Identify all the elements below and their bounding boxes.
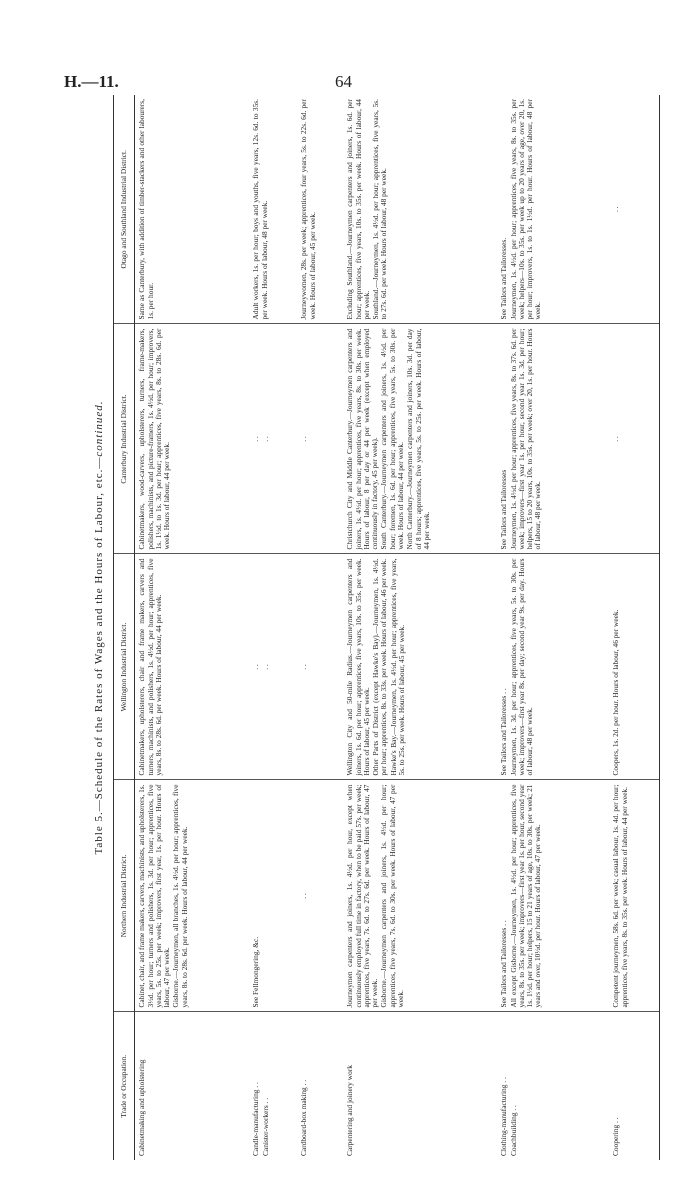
- wellington-cell: [609, 554, 660, 780]
- col-header-trade: Trade or Occupation.: [114, 1012, 135, 1160]
- cell-text: Cardboard-box making . .: [299, 1079, 309, 1156]
- cell-text: See Tailors and Tailoresses.: [499, 237, 509, 320]
- cell-text: . .: [299, 893, 309, 899]
- canterbury-cell: [609, 324, 660, 554]
- cell-text: Carpentering and joinery work: [345, 1065, 355, 1156]
- cell-text: . .: [260, 436, 270, 442]
- cell-text: . .: [611, 436, 621, 442]
- col-header-otago: Otago and Southland Industrial District.: [114, 95, 135, 324]
- table-row: [249, 95, 297, 1160]
- cell-text: . .: [251, 436, 261, 442]
- otago-cell: [497, 95, 609, 324]
- table-title: [93, 95, 105, 1160]
- cell-text: Hawke's Bay.—Journeymen, 1s. 4½d. per hour; apprentices, five years, 5s. to 25s. per week. Hours of labour, 45 per week.: [388, 558, 406, 776]
- otago-cell: [297, 95, 343, 324]
- otago-cell: [609, 95, 660, 324]
- cell-text: Coopers, 1s. 2d. per hour. Hours of labour, 46 per week.: [611, 609, 621, 776]
- wellington-cell: [297, 554, 343, 780]
- cell-text: Candle-manufacturing . .: [251, 1082, 261, 1156]
- cell-text: . .: [299, 664, 309, 670]
- table-header-row: [114, 95, 135, 1160]
- cell-text: Journeymen, 1s. 4½d. per hour; apprentices, five years, 8s. to 35s. per week; helpers—10s. to 35s. per week up to 20 years of age, over 20, 1s. per hour; improvers, 1s. to 1s. 1½d. per hour. Hours of labour, 48 per week.: [508, 99, 543, 320]
- wellington-cell: [497, 554, 609, 780]
- cell-text: Coopering . .: [611, 1117, 621, 1156]
- cell-text: Other Parts of District (except Hawke's Bay).—Journeymen, 1s. 4½d. per hour; apprentices, 8s. to 33s. per week. Hours of labour, 46 per week.: [371, 558, 389, 776]
- cell-text: See Tailors and Tailoresses: [499, 469, 509, 550]
- cell-text: Cabinetmakers, upholsterers, chair and frame makers, carvers and turners, machinists, and polishers, 1s. 4½d. per hour; apprentices, five years, 8s. to 28s. 6d. per week. Hours of labour, 44 per week.: [137, 558, 163, 776]
- cell-text: Wellington City and 50-mile Radius.—Journeymen carpenters and joiners, 1s. 6d. per hour; apprentices, five years, 10s. to 35s. per week. Hours of labour, 45 per week.: [345, 558, 371, 776]
- canterbury-cell: [497, 324, 609, 554]
- col-header-canterbury: Canterbury Industrial District.: [114, 324, 135, 554]
- otago-cell: [249, 95, 297, 324]
- otago-cell: [343, 95, 497, 324]
- cell-text: South Canterbury.—Journeymen carpenters and joiners, 1s. 4½d. per hour; foremen, 1s. 6d. per hour; apprentices, five years, 5s. to 30s. per week. Hours of labour, 44 per week.: [379, 328, 405, 550]
- table-title-continued: continued.: [93, 400, 105, 457]
- canterbury-cell: [343, 324, 497, 554]
- northern-cell: [609, 780, 660, 1012]
- cell-text: North Canterbury.—Journeymen carpenters and joiners, 10s. 3d. per day of 8 hours; apprentices, five years, 5s. to 25s. per week. Hours of labour, 44 per week.: [405, 328, 431, 550]
- table-title-main: Table 5.—Schedule of the Rates of Wages and the Hours of Labour, etc.—: [93, 456, 105, 855]
- cell-text: Adult workers, 1s. per hour; boys and youths, five years, 12s. 6d. to 35s. per week. Hours of labour, 48 per week.: [251, 99, 269, 320]
- cell-text: Journeywomen, 28s. per week; apprentices, four years, 5s. to 22s. 6d. per week. Hours of labour, 45 per week.: [299, 99, 317, 320]
- cell-text: Clothing-manufacturing . .: [499, 1077, 509, 1156]
- canterbury-cell: [249, 324, 297, 554]
- cell-text: Cabinetmaking and upholstering: [137, 1059, 147, 1156]
- table-row: [343, 95, 497, 1160]
- cell-text: See Fellmongering, &c.: [251, 936, 261, 1008]
- cell-text: Journeymen, 1s. 3d. per hour; apprentices, five years, 5s. to 30s. per week; improvers—first year 8s. per day; second year 9s. per day. Hours of labour, 48 per week.: [508, 558, 535, 776]
- cell-text: Coachbuilding . .: [508, 1105, 518, 1156]
- cell-text: . .: [611, 206, 621, 213]
- cell-text: See Tailors and Tailoresses . .: [499, 920, 509, 1008]
- report-reference: H.—11.: [64, 72, 119, 91]
- table-row: [497, 95, 609, 1160]
- northern-cell: [497, 780, 609, 1012]
- cell-text: See Tailors and Tailoresses . .: [499, 688, 509, 776]
- cell-text: Journeymen, 1s. 4½d. per hour; apprentices, five years, 8s. to 37s. 6d. per week; improvers—first year 1s. per hour, second year 1s. 3d. per hour; helpers, 15 to 20 years, 10s. to 35s. per week; over 20, 1s. per hour. Hours of labour, 48 per week.: [508, 328, 543, 550]
- cell-text: . .: [299, 436, 309, 442]
- cell-text: Christchurch City and Middle Canterbury.—Journeymen carpenters and joiners, 1s. 4½d. per hour; apprentices, five years, 8s. to 30s. per week. Hours of labour, 8 per day or 44 per week (except when employed continuously in factory, 45 per week).: [345, 328, 380, 550]
- table-row: [297, 95, 343, 1160]
- trade-cell: [249, 1012, 297, 1160]
- page-number: 64: [335, 72, 352, 91]
- rotated-table-page: [85, 95, 629, 1160]
- cell-text: Gisborne.—Journeymen, all branches, 1s. 4½d. per hour; apprentices, five years, 8s. to 28s. 6d. per week. Hours of labour, 44 per week.: [171, 784, 189, 1008]
- cell-text: Competent journeymen, 58s. 6d. per week; casual labour, 1s. 4d. per hour; apprentices, five years, 8s. to 35s. per week. Hours of labour, 44 per week.: [611, 784, 629, 1008]
- col-header-northern: Northern Industrial District.: [114, 780, 135, 1012]
- cell-text: Southland.—Journeymen, 1s. 4½d. per hour; apprentices, five years, 5s. to 27s. 6d. per week. Hours of labour, 48 per week.: [371, 99, 389, 320]
- otago-cell: [135, 95, 250, 324]
- table-row: [135, 95, 250, 1160]
- cell-text: . .: [260, 664, 270, 670]
- wellington-cell: [249, 554, 297, 780]
- canterbury-cell: [135, 324, 250, 554]
- cell-text: Gisborne.—Journeymen carpenters and joiners, 1s. 4½d. per hour; apprentices, five years, 7s. 6d. to 30s. per week. Hours of labour, 47 per week.: [379, 784, 405, 1008]
- cell-text: Same as Canterbury, with addition of timber-stackers and other labourers, 1s. per hour.: [137, 99, 155, 320]
- wellington-cell: [343, 554, 497, 780]
- cell-text: Canister-workers . .: [260, 1097, 270, 1156]
- cell-text: All except Gisborne.—Journeymen, 1s. 4½d. per hour; apprentices, five years, 8s. to 35s. per week; improvers—first year 1s. per hour, second year 1s. 1½d. per hour; helpers, 15 to 21 years of age, 10s. to 30s. per week; 21 years and over, 10½d. per hour. Hours of labour, 47 per week.: [508, 784, 543, 1008]
- wages-schedule-table: [113, 95, 660, 1160]
- table-row: [609, 95, 660, 1160]
- trade-cell: [497, 1012, 609, 1160]
- trade-cell: [297, 1012, 343, 1160]
- col-header-wellington: Wellington Industrial District.: [114, 554, 135, 780]
- northern-cell: [135, 780, 250, 1012]
- trade-cell: [343, 1012, 497, 1160]
- canterbury-cell: [297, 324, 343, 554]
- wellington-cell: [135, 554, 250, 780]
- cell-text: Journeymen carpenters and joiners, 1s. 4½d. per hour, except when continuously employed full time in factory, when to be paid 57s. per week; apprentices, five years, 7s. 6d. to 27s. 6d. per week. Hours of labour, 47 per week.: [345, 784, 380, 1008]
- cell-text: Cabinet, chair, and frame makers, carvers, machinists, and upholsterers, 1s. 3½d. per hour; turners and polishers, 1s. 3d. per hour; apprentices, five years, 5s. to 25s. per week; improvers, first year, 1s. per hour. Hours of labour, 47 per week.: [137, 784, 172, 1008]
- northern-cell: [249, 780, 297, 1012]
- cell-text: Cabinetmakers, wood-carvers, upholsterers, turners, frame-makers, polishers, machinists, and picture-framers, 1s. 4½d. per hour; improvers, 1s. 1½d. to 1s. 3d. per hour; apprentices, five years, 8s. to 28s. 6d. per week. Hours of labour, 44 per week.: [137, 328, 172, 550]
- northern-cell: [343, 780, 497, 1012]
- trade-cell: [609, 1012, 660, 1160]
- cell-text: . .: [251, 664, 261, 670]
- northern-cell: [297, 780, 343, 1012]
- trade-cell: [135, 1012, 250, 1160]
- cell-text: Excluding Southland.—Journeymen carpenters and joiners, 1s. 6d. per hour; apprentices, five years, 10s. to 35s. per week. Hours of labour, 44 per week.: [345, 99, 371, 320]
